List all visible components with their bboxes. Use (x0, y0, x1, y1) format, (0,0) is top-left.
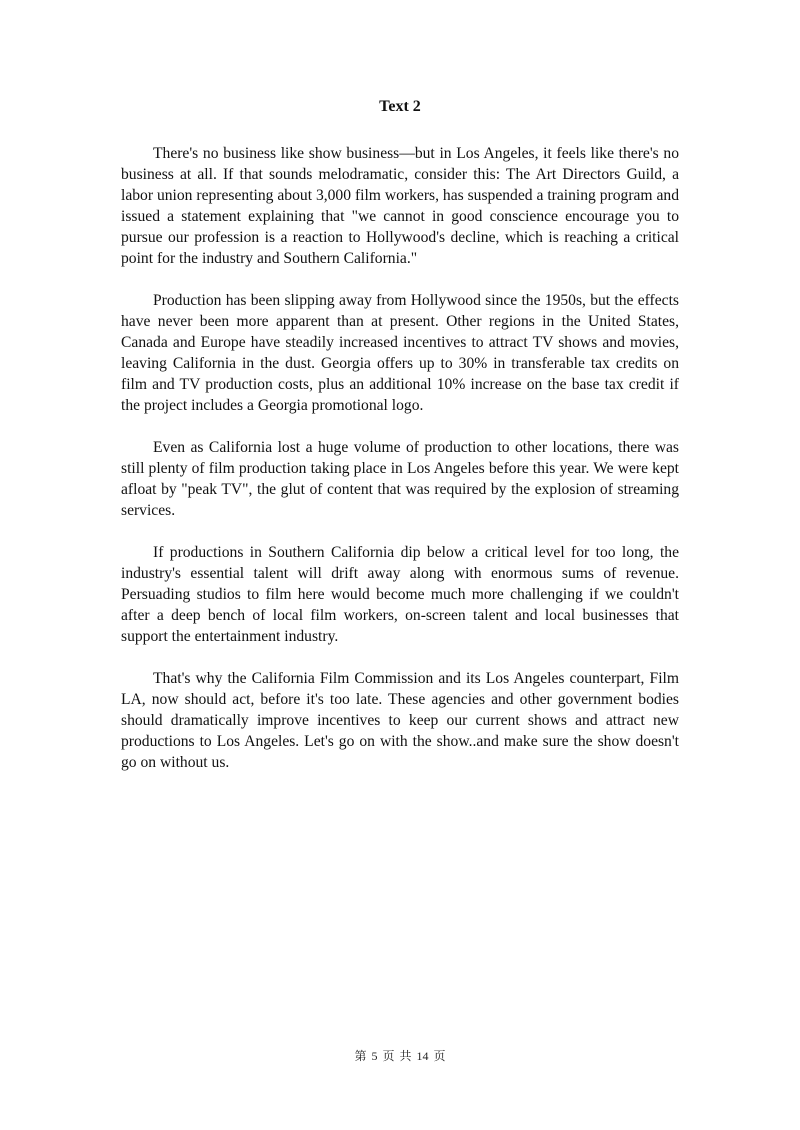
paragraph-3: Even as California lost a huge volume of production to other locations, there was still plenty of film production taking place in Los Angeles before this year. We were kept afloat by "peak TV", the glut of content that was required by the explosion of streaming services. (121, 439, 679, 519)
document-title: Text 2 (379, 98, 421, 115)
document-body (121, 143, 679, 794)
paragraph-4: If productions in Southern California dip below a critical level for too long, the industry's essential talent will drift away along with enormous sums of revenue. Persuading studios to film here would become much more challenging if we couldn't after a deep bench of local film workers, on-screen talent and local businesses that support the entertainment industry. (121, 544, 679, 645)
paragraph-5: That's why the California Film Commission and its Los Angeles counterpart, Film LA, now should act, before it's too late. These agencies and other government bodies should dramatically improve incentives to keep our current shows and attract new productions to Los Angeles. Let's go on with the show..and make sure the show doesn't go on without us. (121, 670, 679, 771)
paragraph-2: Production has been slipping away from Hollywood since the 1950s, but the effects have never been more apparent than at present. Other regions in the United States, Canada and Europe have steadily increased incentives to attract TV shows and movies, leaving California in the dust. Georgia offers up to 30% in transferable tax credits on film and TV production costs, plus an additional 10% increase on the base tax credit if the project includes a Georgia promotional logo. (121, 292, 679, 414)
page-number-footer: 第 5 页 共 14 页 (354, 1049, 446, 1063)
paragraph-1: There's no business like show business—but in Los Angeles, it feels like there's no business at all. If that sounds melodramatic, consider this: The Art Directors Guild, a labor union representing about 3,000 film workers, has suspended a training program and issued a statement explaining that "we cannot in good conscience encourage you to pursue our profession is a reaction to Hollywood's decline, which is reaching a critical point for the industry and Southern California." (121, 145, 679, 267)
